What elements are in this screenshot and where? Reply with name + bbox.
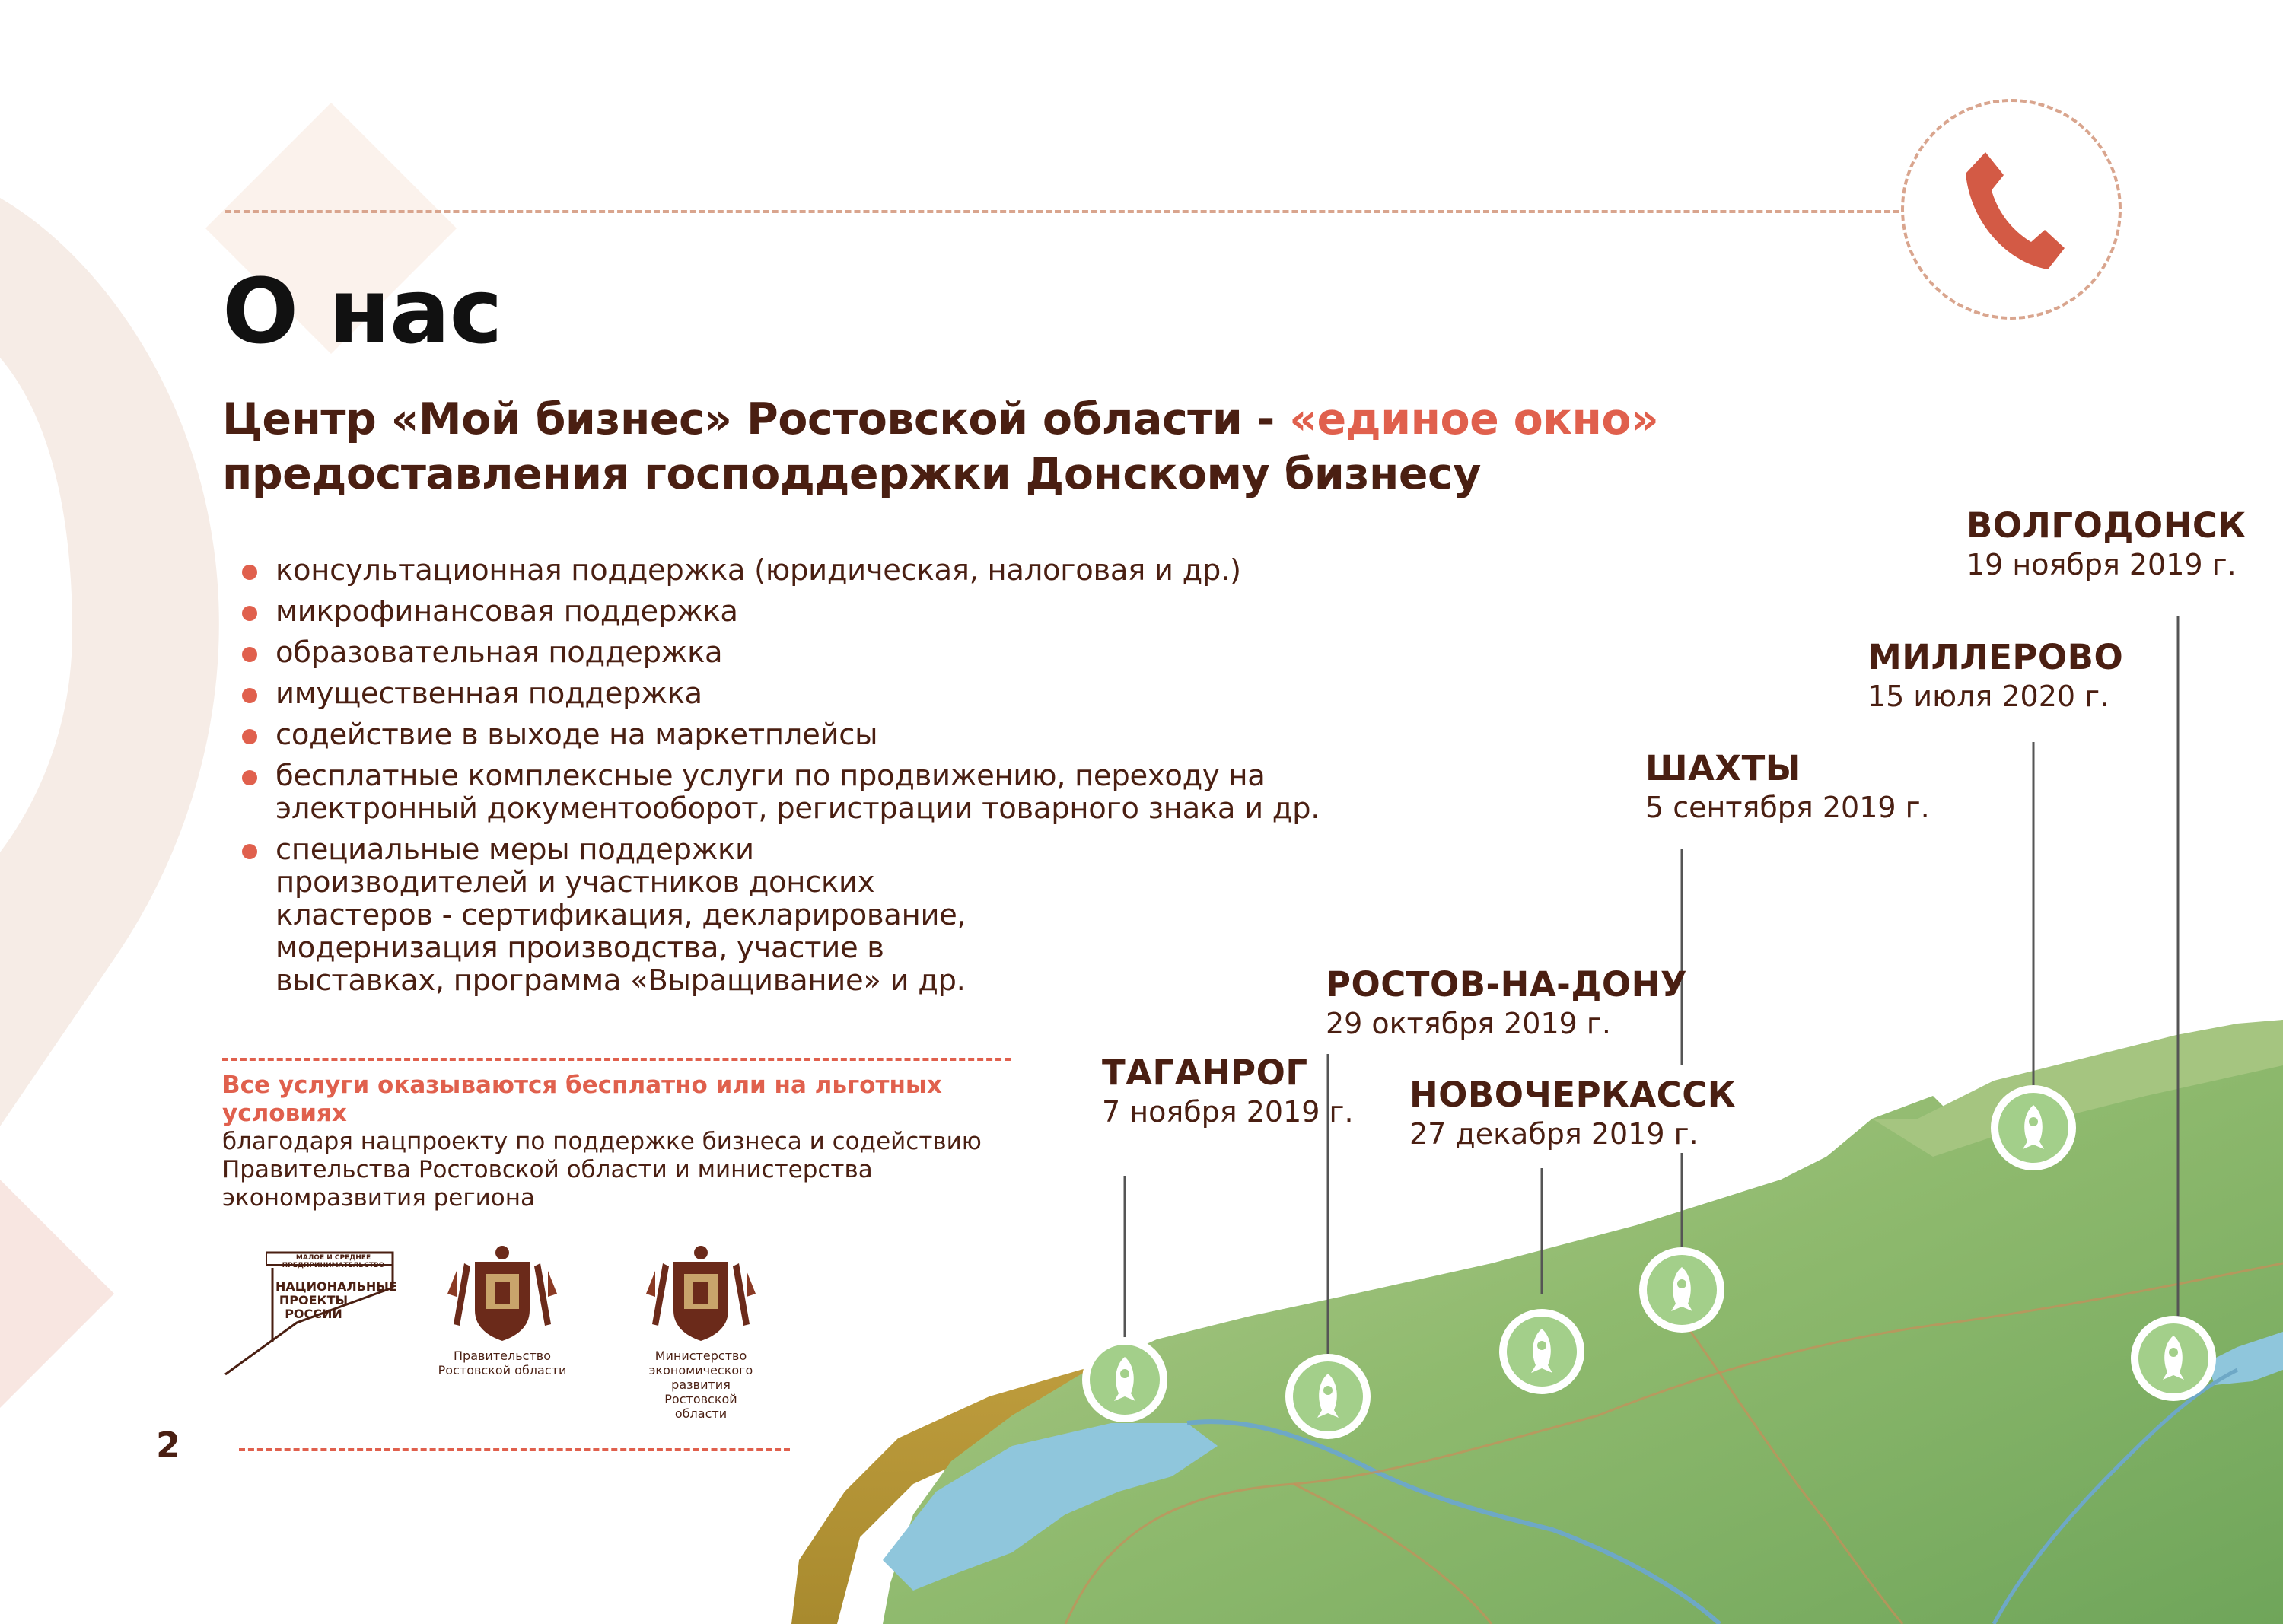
page-title: О нас [222,259,502,364]
city-date: 29 октября 2019 г. [1326,1007,1611,1040]
service-text: имущественная поддержка [275,677,702,711]
rocket-marker-icon [1285,1354,1371,1439]
city-date: 27 декабря 2019 г. [1409,1117,1699,1151]
government-caption: Правительство Ростовской области [438,1349,567,1377]
city-date: 19 ноября 2019 г. [1966,548,2237,581]
ministry-caption: Министерство экономического развития Ростовской области [648,1349,753,1421]
note-accent: Все услуги оказываются бесплатно или на льготных условиях [222,1072,942,1127]
city-date: 15 июля 2020 г. [1867,680,2109,713]
city-name: ВОЛГОДОНСК [1966,505,2246,546]
city-name: ШАХТЫ [1645,748,1801,788]
city-label-volgodonsk [1966,505,2246,583]
service-text: образовательная поддержка [275,635,723,670]
city-label-novocherkassk [1409,1075,1736,1152]
subtitle-text: Центр «Мой бизнес» Ростовской области - [222,394,1290,444]
city-name: РОСТОВ-НА-ДОНУ [1326,964,1688,1005]
rocket-marker-icon [1082,1337,1167,1422]
city-name: ТАГАНРОГ [1102,1052,1308,1093]
rocket-marker-icon [1499,1309,1584,1394]
city-name: НОВОЧЕРКАССК [1409,1075,1736,1115]
city-label-shakhty [1645,748,1930,826]
city-date: 7 ноября 2019 г. [1102,1095,1354,1129]
service-text: бесплатные комплексные услуги по продвижению, переходу на электронный документооборот, регистрации товарного знака и др. [275,759,1320,826]
city-name: МИЛЛЕРОВО [1867,637,2124,677]
city-date: 5 сентября 2019 г. [1645,791,1930,824]
city-label-millerovo [1867,637,2123,715]
natproject-main-text: НАЦИОНАЛЬНЫЕ ПРОЕКТЫ РОССИИ [275,1279,397,1321]
subtitle-accent: «единое окно» [1289,394,1659,444]
page-number: 2 [156,1425,181,1466]
service-text: консультационная поддержка (юридическая, налоговая и др.) [275,553,1241,588]
service-text: специальные меры поддержки производителей и участников донских кластеров - сертификация, декларирование, модернизация производства, участие в выставках, программа «Выращивание» и др. [275,833,966,998]
city-label-rostov [1326,964,1687,1042]
natproject-top-text: МАЛОЕ И СРЕДНЕЕ ПРЕДПРИНИМАТЕЛЬСТВО [282,1254,385,1269]
rocket-marker-icon [1639,1247,1724,1333]
rocket-marker-icon [2131,1316,2216,1401]
service-text: микрофинансовая поддержка [275,594,738,629]
subtitle-line-2: предоставления господдержки Донскому бизнесу [222,449,1481,499]
note-text: благодаря нацпроекту по поддержке бизнеса и содействию Правительства Ростовской области и министерства экономразвития региона [222,1128,982,1212]
city-label-taganrog [1102,1052,1354,1130]
service-text: содействие в выходе на маркетплейсы [275,718,878,752]
rocket-marker-icon [1991,1085,2076,1170]
